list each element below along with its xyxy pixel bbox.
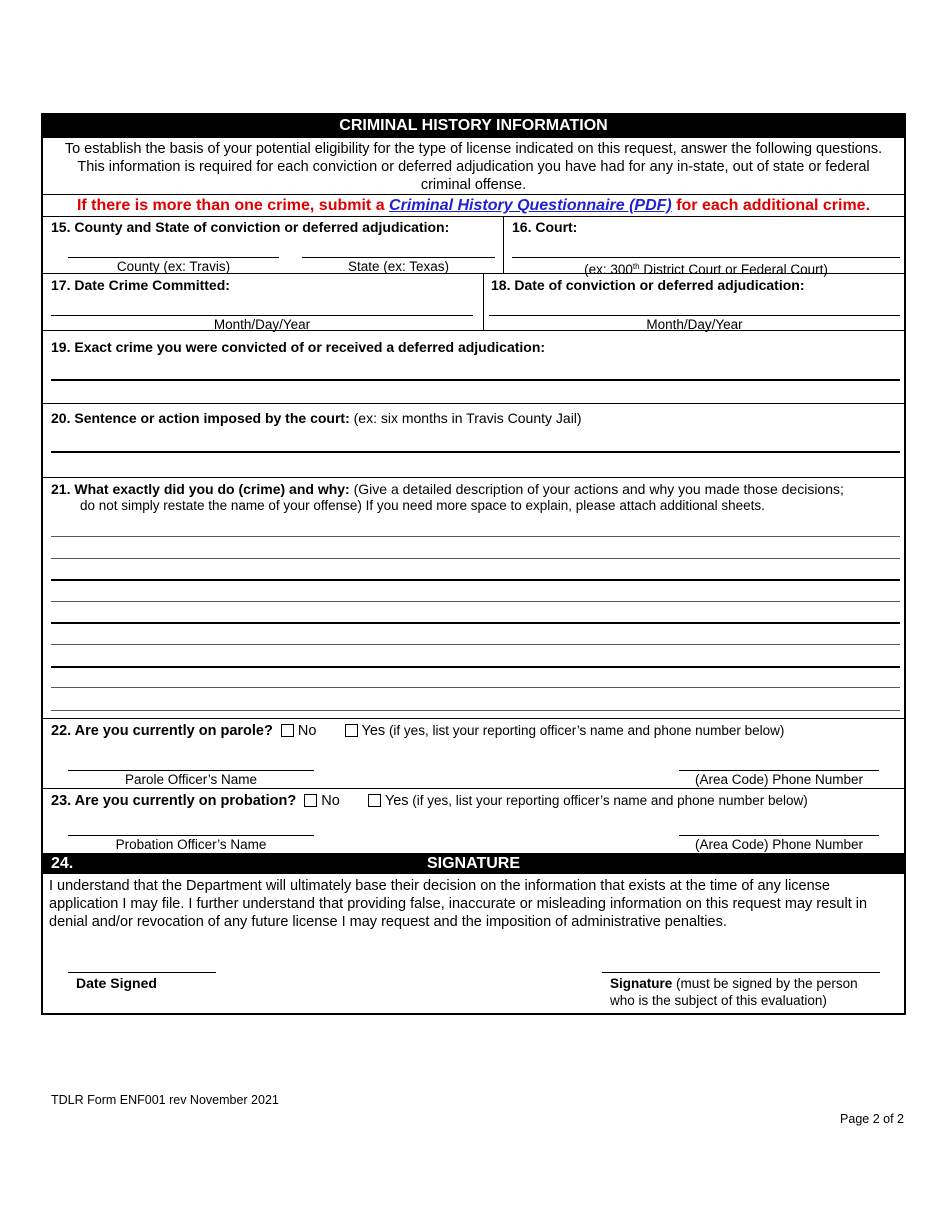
state-input-line[interactable] xyxy=(302,257,495,258)
column-divider xyxy=(503,216,504,273)
q21-hint: do not simply restate the name of your offense) If you need more space to explain, please attach additional sheets. xyxy=(80,498,765,513)
q23-label: 23. Are you currently on probation? xyxy=(51,793,297,809)
state-caption: State (ex: Texas) xyxy=(347,259,450,274)
q22-row xyxy=(51,723,784,739)
parole-phone-input-line[interactable] xyxy=(679,770,879,771)
signature-title: SIGNATURE xyxy=(426,855,521,872)
parole-no-label: No xyxy=(297,723,317,739)
probation-yes-label: Yes xyxy=(384,793,409,809)
signature-statement: I understand that the Department will ultimately base their decision on the information that exists at the time of any license application I may file. I further understand that providing false, inaccurate or misleading information on this request may result in denial and/or revocation of any future license I may request and the imposition of administrative penalties. xyxy=(49,878,868,930)
divider xyxy=(43,403,904,404)
explanation-line[interactable] xyxy=(51,579,900,581)
probation-no-label: No xyxy=(321,793,340,809)
divider xyxy=(43,273,904,274)
criminal-history-form xyxy=(41,113,906,1015)
court-caption: (ex: 300th District Court or Federal Court) xyxy=(584,262,828,277)
date-committed-input-line[interactable] xyxy=(51,315,473,316)
q15-label: 15. County and State of conviction or deferred adjudication: xyxy=(51,219,450,235)
signature-caption: Signature (must be signed by the person who is the subject of this evaluation) xyxy=(610,976,858,1008)
probation-officer-caption: Probation Officer’s Name xyxy=(115,837,267,852)
divider xyxy=(43,788,904,789)
parole-yes-checkbox[interactable] xyxy=(345,724,358,737)
q23-row xyxy=(51,793,808,809)
q21-label: 21. What exactly did you do (crime) and why: (Give a detailed description of your actions and why you made those decisions; xyxy=(51,481,844,497)
section-title: CRIMINAL HISTORY INFORMATION xyxy=(339,117,608,134)
county-input-line[interactable] xyxy=(68,257,279,258)
signature-bar xyxy=(43,853,904,874)
probation-yes-checkbox[interactable] xyxy=(368,794,381,807)
explanation-line[interactable] xyxy=(51,536,900,537)
divider xyxy=(43,194,904,195)
divider xyxy=(43,718,904,719)
divider xyxy=(43,330,904,331)
q20-label: 20. Sentence or action imposed by the court: (ex: six months in Travis County Jail) xyxy=(51,410,582,426)
divider xyxy=(43,216,904,217)
q18-label: 18. Date of conviction or deferred adjudication: xyxy=(491,277,805,293)
sentence-input-line[interactable] xyxy=(51,451,900,453)
q22-label: 22. Are you currently on parole? xyxy=(51,723,273,739)
explanation-line[interactable] xyxy=(51,710,900,711)
page-number: Page 2 of 2 xyxy=(840,1112,904,1126)
parole-officer-caption: Parole Officer’s Name xyxy=(124,772,258,787)
probation-officer-input-line[interactable] xyxy=(68,835,314,836)
q24-number: 24. xyxy=(51,855,74,872)
parole-phone-caption: (Area Code) Phone Number xyxy=(694,772,864,787)
probation-yes-hint: (if yes, list your reporting officer’s name and phone number below) xyxy=(408,793,808,808)
probation-phone-input-line[interactable] xyxy=(679,835,879,836)
probation-no-checkbox[interactable] xyxy=(304,794,317,807)
explanation-line[interactable] xyxy=(51,558,900,559)
notice-text-before: If there is more than one crime, submit a xyxy=(76,197,390,214)
additional-crime-notice xyxy=(43,197,904,215)
explanation-line[interactable] xyxy=(51,622,900,624)
explanation-line[interactable] xyxy=(51,601,900,602)
probation-phone-caption: (Area Code) Phone Number xyxy=(694,837,864,852)
date-conviction-caption: Month/Day/Year xyxy=(646,317,743,332)
court-input-line[interactable] xyxy=(512,257,900,258)
parole-yes-label: Yes xyxy=(361,723,386,739)
explanation-line[interactable] xyxy=(51,644,900,645)
parole-yes-hint: (if yes, list your reporting officer’s name and phone number below) xyxy=(385,723,785,738)
form-id: TDLR Form ENF001 rev November 2021 xyxy=(51,1093,279,1107)
parole-officer-input-line[interactable] xyxy=(68,770,314,771)
signature-input-line[interactable] xyxy=(602,972,880,973)
q19-label: 19. Exact crime you were convicted of or received a deferred adjudication: xyxy=(51,339,546,355)
date-signed-caption: Date Signed xyxy=(76,975,157,991)
intro-text: To establish the basis of your potential eligibility for the type of license indicated on this request, answer the following questions. This information is required for each conviction or deferred adjudication you have had for any in-state, out of state or federal criminal offense. xyxy=(64,141,883,193)
county-caption: County (ex: Travis) xyxy=(116,259,231,274)
explanation-line[interactable] xyxy=(51,687,900,688)
questionnaire-link[interactable]: Criminal History Questionnaire (PDF) xyxy=(389,197,672,214)
date-conviction-input-line[interactable] xyxy=(489,315,900,316)
divider xyxy=(43,477,904,478)
q16-label: 16. Court: xyxy=(512,219,578,235)
explanation-line[interactable] xyxy=(51,666,900,668)
date-signed-input-line[interactable] xyxy=(68,972,216,973)
date-committed-caption: Month/Day/Year xyxy=(213,317,311,332)
parole-no-checkbox[interactable] xyxy=(281,724,294,737)
section-title-bar xyxy=(43,113,904,138)
column-divider xyxy=(483,273,484,330)
notice-text-after: for each additional crime. xyxy=(671,197,871,214)
crime-input-line[interactable] xyxy=(51,379,900,381)
q17-label: 17. Date Crime Committed: xyxy=(51,277,230,293)
